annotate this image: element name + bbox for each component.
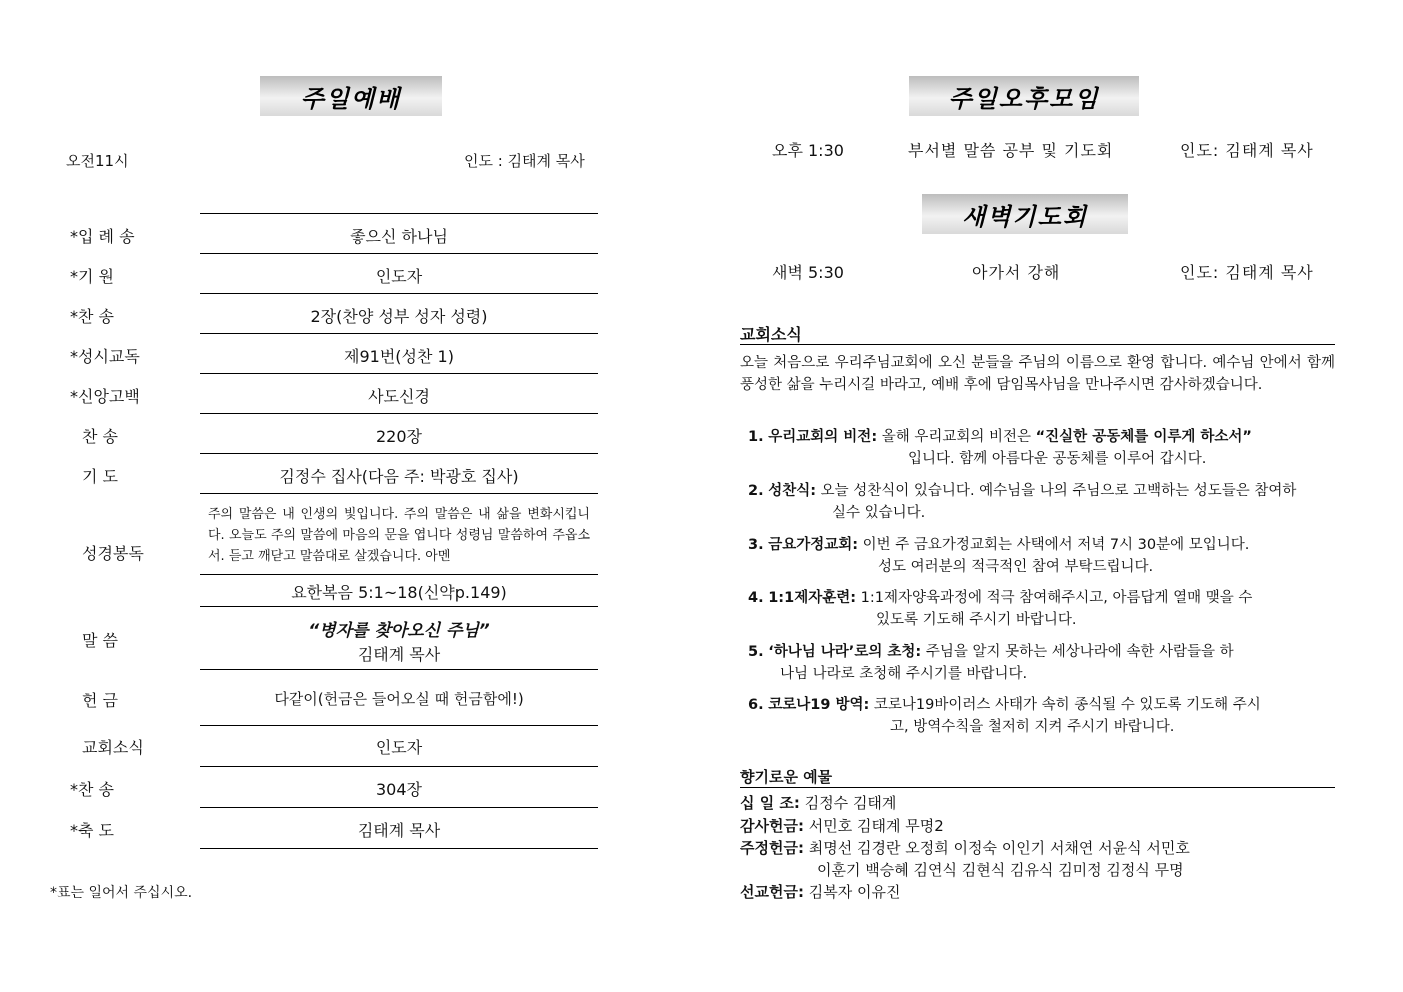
worship-leader: 인도 : 김태계 목사 [464, 152, 585, 170]
news-intro: 오늘 처음으로 우리주님교회에 오신 분들을 주님의 이름으로 환영 합니다. 예수님 안에서 함께 풍성한 삶을 누리시길 바라고, 예배 후에 담임목사님을 만나주시면 감사하겠습니다. [740, 355, 1335, 393]
order-value: 김정수 집사(다음 주: 박광호 집사) [279, 467, 519, 486]
order-label: 기 도 [82, 467, 118, 486]
offering-row-names: 김정수 김태계 [804, 794, 897, 812]
news-item-text: 있도록 기도해 주시기 바랍니다. [876, 612, 1077, 628]
offering-row-label: 주정헌금: [740, 839, 804, 857]
dawn-time: 새벽 5:30 [772, 263, 844, 282]
offerings-heading: 향기로운 예물 [740, 768, 833, 786]
order-label: 교회소식 [82, 738, 144, 757]
order-label: *찬 송 [70, 307, 114, 326]
news-item-head: ‘하나님 나라’로의 초청: [768, 644, 922, 660]
news-item-text: 올해 우리교회의 비전은 [881, 429, 1036, 445]
offering-row [740, 837, 1190, 858]
order-value: 제91번(성찬 1) [344, 347, 454, 366]
news-item-num: 5. [748, 644, 764, 660]
divider [200, 669, 598, 670]
order-value: 2장(찬양 성부 성자 성령) [310, 307, 488, 326]
afternoon-desc: 부서별 말씀 공부 및 기도회 [908, 141, 1114, 160]
divider [200, 293, 598, 294]
divider [200, 606, 598, 607]
news-item [748, 480, 1335, 524]
order-value: 220장 [376, 427, 422, 446]
offering-row-label: 십 일 조: [740, 794, 800, 812]
divider [740, 344, 1335, 345]
order-label: *축 도 [70, 821, 114, 840]
order-label: *입 례 송 [70, 227, 135, 246]
order-value: 인도자 [375, 738, 423, 757]
news-item-text: 이번 주 금요가정교회는 사택에서 저녁 7시 30분에 모입니다. [862, 537, 1250, 553]
news-item-text: 입니다. 함께 아름다운 공동체를 이루어 갑시다. [908, 451, 1207, 467]
afternoon-time: 오후 1:30 [772, 141, 844, 160]
divider [200, 213, 598, 214]
divider [200, 725, 598, 726]
news-item [748, 587, 1335, 631]
news-item-text: 주님을 알지 못하는 세상나라에 속한 사람들을 하 [925, 644, 1234, 660]
worship-time: 오전11시 [66, 152, 129, 170]
worship-title: 주일예배 [260, 76, 442, 116]
news-item-num: 2. [748, 483, 764, 499]
dawn-leader: 인도: 김태계 목사 [1180, 263, 1314, 282]
order-value: 좋으신 하나님 [350, 227, 448, 246]
footnote: *표는 일어서 주십시오. [50, 885, 193, 901]
offering-row [740, 792, 896, 813]
news-item-num: 6. [748, 697, 764, 713]
scripture-passage: 요한복음 5:1~18(신약p.149) [291, 583, 507, 602]
sermon-preacher: 김태계 목사 [357, 645, 441, 664]
divider [200, 807, 598, 808]
order-value: 김태계 목사 [357, 821, 441, 840]
afternoon-leader: 인도: 김태계 목사 [1180, 141, 1314, 160]
offering-row-label: 선교헌금: [740, 883, 804, 901]
divider [200, 766, 598, 767]
news-heading: 교회소식 [740, 325, 802, 344]
news-item-head: 우리교회의 비전: [768, 429, 878, 445]
offering-row-continued: 이훈기 백승혜 김연식 김현식 김유식 김미정 김정식 무명 [817, 861, 1184, 879]
afternoon-title: 주일오후모임 [909, 76, 1139, 116]
news-item [748, 641, 1335, 685]
sermon-label: 말 씀 [82, 631, 118, 650]
divider [200, 253, 598, 254]
news-item-num: 3. [748, 537, 764, 553]
news-item-text: 오늘 성찬식이 있습니다. 예수님을 나의 주님으로 고백하는 성도들은 참여하 [820, 483, 1297, 499]
news-item-text: 1:1제자양육과정에 적극 참여해주시고, 아름답게 열매 맺을 수 [860, 590, 1253, 606]
offering-row-names: 최명선 김경란 오정희 이정숙 이인기 서채연 서윤식 서민호 [808, 839, 1190, 857]
news-item-head: 1:1제자훈련: [768, 590, 857, 606]
news-item-text: 성도 여러분의 적극적인 참여 부탁드립니다. [878, 559, 1154, 575]
news-item-text: 코로나19바이러스 사태가 속히 종식될 수 있도록 기도해 주시 [873, 697, 1261, 713]
offering-row-names: 김복자 이유진 [808, 883, 901, 901]
divider [200, 413, 598, 414]
scripture-prayer: 주의 말씀은 내 인생의 빛입니다. 주의 말씀은 내 삶을 변화시킵니다. 오늘도 주의 말씀에 마음의 문을 엽니다 성령님 말씀하여 주옵소서. 듣고 깨닫고 말씀대로 살겠습니다. 아멘 [208, 507, 590, 564]
offering-row [740, 881, 900, 902]
offering-row-label: 감사헌금: [740, 817, 804, 835]
divider [200, 574, 598, 575]
news-item [748, 426, 1335, 470]
news-item-num: 1. [748, 429, 764, 445]
divider [200, 333, 598, 334]
order-value: 304장 [376, 780, 422, 799]
sermon-title: “병자를 찾아오신 주님” [308, 621, 490, 641]
news-item-head: 금요가정교회: [768, 537, 859, 553]
news-item [748, 694, 1335, 738]
news-item-text: 실수 있습니다. [832, 505, 926, 521]
offering-value: 다같이(헌금은 들어오실 때 헌금함에!) [274, 690, 524, 708]
news-item-emphasis: “진실한 공동체를 이루게 하소서” [1035, 429, 1252, 445]
divider [200, 373, 598, 374]
news-item-head: 성찬식: [768, 483, 817, 499]
order-value: 사도신경 [368, 387, 430, 406]
offering-row [740, 815, 944, 836]
news-item-num: 4. [748, 590, 764, 606]
news-item-text: 나님 나라로 초청해 주시기를 바랍니다. [780, 666, 1028, 682]
order-label: *기 원 [70, 267, 114, 286]
divider [200, 848, 598, 849]
order-label: *신앙고백 [70, 387, 140, 406]
order-label: 찬 송 [82, 427, 118, 446]
divider [740, 787, 1335, 788]
offering-row-names: 서민호 김태계 무명2 [808, 817, 944, 835]
order-value: 인도자 [375, 267, 423, 286]
order-label: *찬 송 [70, 780, 114, 799]
dawn-desc: 아가서 강해 [972, 263, 1061, 282]
divider [200, 493, 598, 494]
divider [200, 453, 598, 454]
news-item-text: 고, 방역수칙을 철저히 지켜 주시기 바랍니다. [890, 719, 1175, 735]
dawn-title: 새벽기도회 [922, 194, 1128, 234]
news-item-head: 코로나19 방역: [768, 697, 870, 713]
offering-label: 헌 금 [82, 691, 118, 710]
order-label: *성시교독 [70, 347, 140, 366]
scripture-label: 성경봉독 [82, 544, 144, 563]
news-item [748, 534, 1335, 578]
